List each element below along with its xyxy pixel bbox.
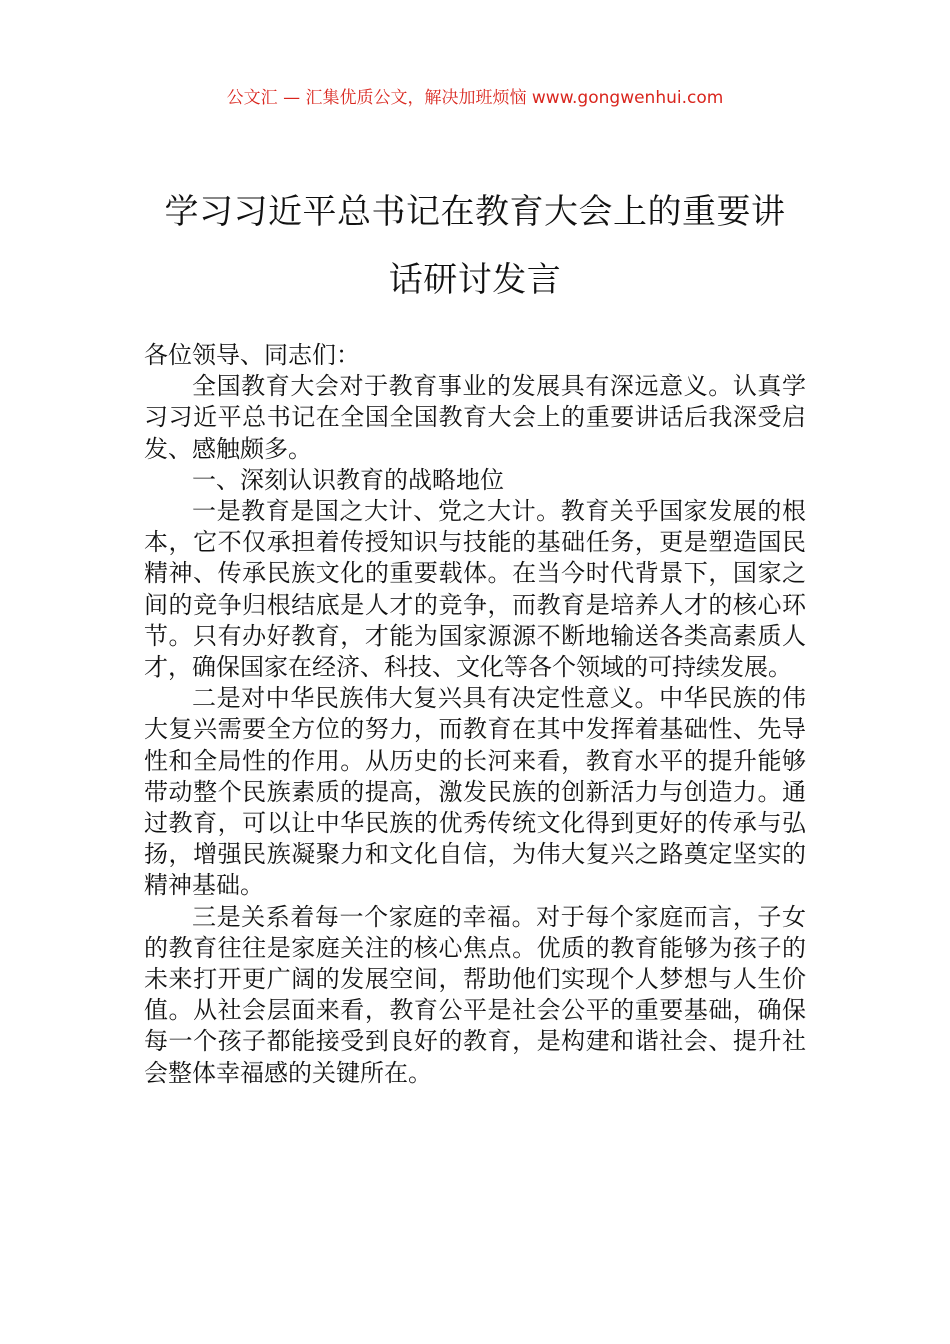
title-line-1: 学习习近平总书记在教育大会上的重要讲 [164,192,786,232]
paragraph-point-1: 一是教育是国之大计、党之大计。教育关乎国家发展的根本，它不仅承担着传授知识与技能的基础任务，更是塑造国民精神、传承民族文化的重要载体。在当今时代背景下，国家之间的竞争归根结底是人才的竞争，而教育是培养人才的核心环节。只有办好教育，才能为国家源源不断地输送各类高素质人才，确保国家在经济、科技、文化等各个领域的可持续发展。 [144,497,806,682]
document-body [144,340,806,1089]
paragraph-point-2: 二是对中华民族伟大复兴具有决定性意义。中华民族的伟大复兴需要全方位的努力，而教育在其中发挥着基础性、先导性和全局性的作用。从历史的长河来看，教育水平的提升能够带动整个民族素质的提高，激发民族的创新活力与创造力。通过教育，可以让中华民族的优秀传统文化得到更好的传承与弘扬，增强民族凝聚力和文化自信，为伟大复兴之路奠定坚实的精神基础。 [144,684,806,900]
paragraph-point-3: 三是关系着每一个家庭的幸福。对于每个家庭而言，子女的教育往往是家庭关注的核心焦点。优质的教育能够为孩子的未来打开更广阔的发展空间，帮助他们实现个人梦想与人生价值。从社会层面来看，教育公平是社会公平的重要基础，确保每一个孩子都能接受到良好的教育，是构建和谐社会、提升社会整体幸福感的关键所在。 [144,902,806,1087]
title-line-2: 话研讨发言 [388,260,562,300]
section-heading: 一、深刻认识教育的战略地位 [192,465,504,494]
paragraph-intro: 全国教育大会对于教育事业的发展具有深远意义。认真学习习近平总书记在全国全国教育大会上的重要讲话后我深受启发、感触颇多。 [144,372,806,463]
document-title [110,178,840,314]
header-banner[interactable]: 公文汇 — 汇集优质公文，解决加班烦恼 www.gongwenhui.com [226,88,724,108]
greeting: 各位领导、同志们： [144,341,360,369]
